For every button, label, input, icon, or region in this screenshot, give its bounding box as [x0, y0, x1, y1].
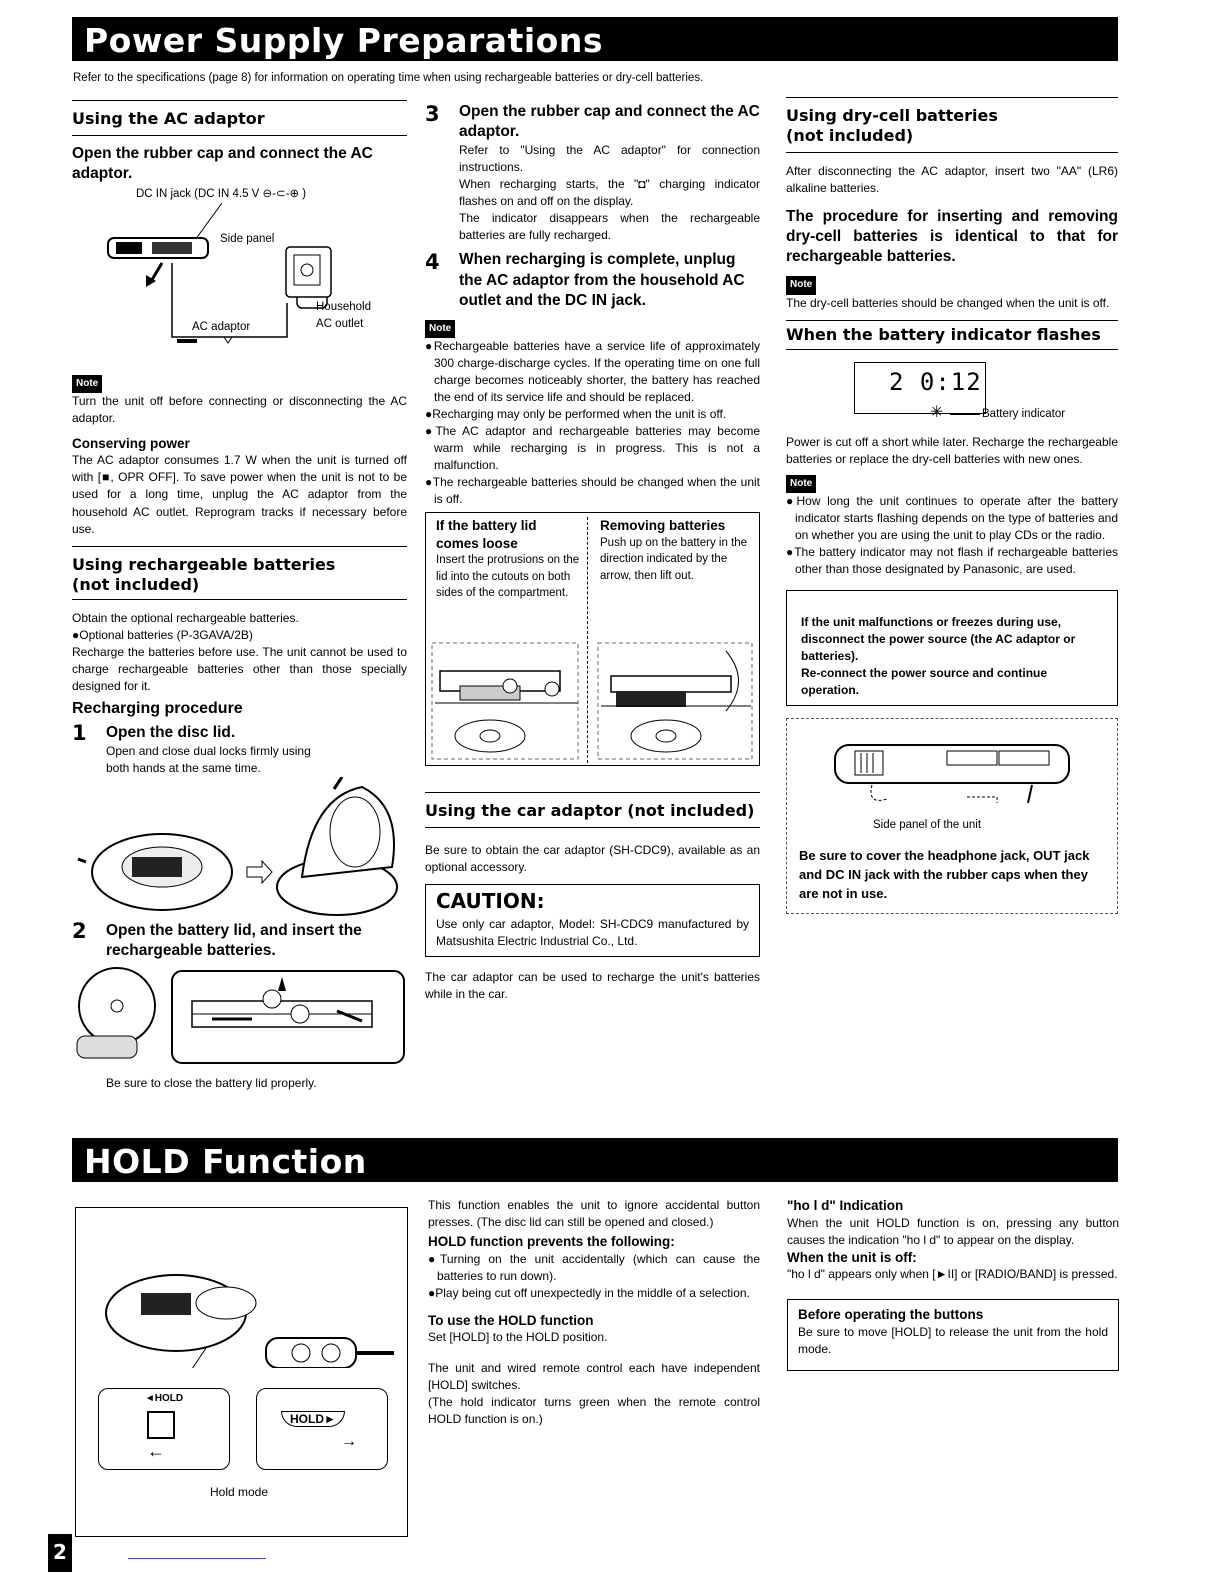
step1-title: Open the disc lid. [106, 723, 236, 741]
note-badge: Note [786, 276, 816, 294]
indicator-note: ●How long the unit continues to operate after the battery indicator starts flashing depends on the type of batteries and on whether you are using the unit to play CDs or the radio. [786, 493, 1118, 543]
page-number: 2 [53, 1540, 67, 1564]
jack-label-row [136, 186, 407, 202]
page-number-badge [48, 1534, 72, 1572]
malfunction-text: If the unit malfunctions or freezes during use, disconnect the power source (the AC adaptor or batteries). Re-connect the power source and continue operation. [801, 615, 1076, 698]
divider [786, 152, 1118, 153]
battery-indicator-heading: When the battery indicator flashes [786, 324, 1101, 344]
left-column [72, 100, 407, 1092]
intro-text: Refer to the specifications (page 8) for information on operating time when using rechargeable batteries or dry-cell batteries. [73, 72, 704, 84]
side-panel-label: Side panel [220, 232, 275, 245]
hold-off-heading: When the unit is off: [787, 1249, 917, 1265]
hold-switch-right [256, 1388, 388, 1470]
hold-off-text: "ho l d" appears only when [►II] or [RADIO/BAND] is pressed. [787, 1267, 1118, 1282]
hold-unit-illustration [96, 1238, 396, 1368]
step2-title: Open the battery lid, and insert the rechargeable batteries. [106, 921, 362, 959]
arrow-left-icon: ← [147, 1441, 165, 1461]
rechargeable-heading-2: (not included) [72, 574, 200, 594]
step3-text-3: The indicator disappears when the rechargeable batteries are fully recharged. [459, 211, 760, 243]
ac-adaptor-label: AC adaptor [192, 320, 251, 333]
polarity-symbol: ⊖-⊂-⊕ ) [262, 188, 307, 201]
hold-indication-text: When the unit HOLD function is on, pressing any button causes the indication "ho l d" to appear on the display. [787, 1215, 1119, 1247]
recharge-note: ●Recharging may only be performed when the unit is off. [425, 407, 727, 422]
dry-cell-heading-1: Using dry-cell batteries [786, 106, 998, 125]
divider [72, 546, 407, 547]
caution-title: CAUTION: [436, 889, 545, 914]
battery-tips-box [425, 512, 760, 766]
conserving-heading: Conserving power [72, 435, 190, 451]
hold-prevent-item: ●Play being cut off unexpectedly in the middle of a selection. [428, 1285, 750, 1300]
side-panel-caption: Side panel of the unit [873, 819, 982, 832]
side-panel-illustration [827, 735, 1077, 815]
hold-right-column [787, 1197, 1119, 1371]
rubber-cap-box [786, 718, 1118, 914]
hold-title-banner [72, 1138, 1118, 1182]
step4-title: When recharging is complete, unplug the AC adaptor from the household AC outlet and the DC IN jack. [459, 251, 745, 309]
dry-cell-procedure: The procedure for inserting and removing dry-cell batteries is identical to that for rechargeable batteries. [786, 208, 1118, 266]
note-badge: Note [72, 375, 102, 393]
lid-loose-illustration [430, 641, 580, 761]
hold-switch-icon [147, 1411, 175, 1439]
lid-loose-title: If the battery lid comes loose [436, 518, 537, 551]
ac-note-text: Turn the unit off before connecting or disconnecting the AC adaptor. [72, 393, 407, 425]
step-number: 2 [72, 918, 87, 943]
optional-batteries: ●Optional batteries (P-3GAVA/2B) [72, 627, 253, 642]
removing-illustration [596, 641, 754, 761]
procedure-heading: Recharging procedure [72, 699, 243, 717]
indicator-note: ●The battery indicator may not flash if rechargeable batteries other than those designated by Panasonic, are used. [786, 545, 1118, 577]
hold-prevent-item: ●Turning on the unit accidentally (which can cause the batteries to run down). [428, 1251, 760, 1283]
hold-right-label: HOLD► [281, 1411, 345, 1427]
conserving-text: The AC adaptor consumes 1.7 W when the unit is turned off with [■, OPR OFF]. To save power when the unit is not to be used for a long time, unplug the AC adaptor from the household AC outlet. Reprogram tracks if necessary before use. [72, 453, 407, 536]
removing-title: Removing batteries [600, 518, 726, 534]
recharge-text: Recharge the batteries before use. The unit cannot be used to charge rechargeable batteries other than those specially designed for it. [72, 644, 407, 693]
lid-loose-text: Insert the protrusions on the lid into the cutouts on both sides of the compartment. [436, 554, 580, 600]
rechargeable-heading-1: Using rechargeable batteries [72, 554, 336, 574]
hold-title: HOLD Function [84, 1142, 367, 1181]
close-lid-text: Be sure to close the battery lid properly. [106, 1076, 317, 1090]
household-label-2: AC outlet [316, 317, 364, 330]
disc-lid-illustration [72, 777, 407, 917]
step-number: 3 [425, 102, 440, 126]
obtain-text: Obtain the optional rechargeable batteries. [72, 610, 299, 625]
ac-adaptor-illustration [72, 203, 407, 368]
middle-column [425, 102, 760, 1003]
hold-left-label: ◄HOLD [144, 1393, 184, 1404]
divider [425, 792, 760, 793]
recharge-note: ●The AC adaptor and rechargeable batteries may become warm while recharging is in progress. This is not a malfunction. [425, 424, 760, 473]
ac-adaptor-heading: Using the AC adaptor [72, 109, 265, 128]
battery-blink-icon: ✳ [930, 403, 944, 421]
car-adaptor-heading: Using the car adaptor (not included) [425, 801, 755, 821]
note-badge: Note [425, 320, 455, 338]
caution-box [425, 884, 760, 956]
ac-adaptor-drawing [72, 203, 407, 368]
divider [786, 320, 1118, 321]
battery-indicator-label: Battery indicator [982, 407, 1066, 420]
step3-title: Open the rubber cap and connect the AC adaptor. [459, 103, 760, 141]
divider [72, 135, 407, 136]
rubber-cap-text: Be sure to cover the headphone jack, OUT jack and DC IN jack with the rubber caps when they are not in use. [799, 848, 1090, 901]
jack-label: DC IN jack (DC IN 4.5 V [136, 188, 260, 201]
footer-line [128, 1558, 266, 1559]
car-recharge-text: The car adaptor can be used to recharge the unit's batteries while in the car. [425, 969, 760, 1001]
right-column [786, 97, 1118, 914]
ac-adaptor-instruction: Open the rubber cap and connect the AC adaptor. [72, 145, 373, 183]
before-operating-box [787, 1299, 1119, 1371]
hold-remote-text-2: (The hold indicator turns green when the remote control HOLD function is on.) [428, 1395, 760, 1427]
lcd-display [854, 362, 986, 414]
recharge-note: ●The rechargeable batteries should be changed when the unit is off. [425, 475, 760, 507]
before-operating-heading: Before operating the buttons [798, 1307, 984, 1323]
note-badge: Note [786, 475, 816, 493]
divider [425, 827, 760, 828]
step1-text: Open and close dual locks firmly using both hands at the same time. [106, 743, 311, 775]
battery-indicator-text: Power is cut off a short while later. Recharge the rechargeable batteries or replace the dry-cell batteries with new ones. [786, 434, 1118, 466]
divider [72, 100, 407, 101]
hold-use-text: Set [HOLD] to the HOLD position. [428, 1330, 608, 1345]
dry-cell-heading-2: (not included) [786, 126, 914, 145]
divider [786, 97, 1118, 98]
step-number: 1 [72, 720, 87, 745]
caution-text: Use only car adaptor, Model: SH-CDC9 manufactured by Matsushita Electric Industrial Co., Ltd. [436, 916, 749, 948]
step-number: 4 [425, 250, 440, 275]
step3-text-1: Refer to "Using the AC adaptor" for connection instructions. [459, 143, 760, 175]
hold-use-heading: To use the HOLD function [428, 1312, 594, 1328]
lcd-value: 2 0:12 [889, 367, 982, 396]
hold-prevents-heading: HOLD function prevents the following: [428, 1234, 675, 1250]
arrow-right-icon: → [341, 1433, 357, 1450]
hold-intro: This function enables the unit to ignore accidental button presses. (The disc lid can still be opened and closed.) [428, 1198, 760, 1230]
hold-switch-left [98, 1388, 230, 1470]
removing-text: Push up on the battery in the direction indicated by the arrow, then lift out. [600, 536, 748, 582]
step3-text-2: When recharging starts, the "◘" charging indicator flashes on and off on the display. [459, 177, 760, 209]
section-title-banner [72, 17, 1118, 61]
hold-middle-column [428, 1197, 760, 1428]
dry-cell-note: The dry-cell batteries should be changed when the unit is off. [786, 295, 1110, 310]
malfunction-box [786, 590, 1118, 706]
household-label-1: Household [316, 300, 371, 313]
hold-indication-heading: "ho l d" Indication [787, 1198, 904, 1213]
section-title: Power Supply Preparations [84, 21, 603, 60]
hold-illustration-box [75, 1207, 408, 1537]
car-adaptor-text: Be sure to obtain the car adaptor (SH-CDC9), available as an optional accessory. [425, 843, 760, 875]
battery-lid-illustration [72, 961, 407, 1071]
divider [72, 599, 407, 600]
before-operating-text: Be sure to move [HOLD] to release the unit from the hold mode. [798, 1324, 1108, 1356]
recharge-note: ●Rechargeable batteries have a service life of approximately 300 charge-discharge cycles. If the operating time on one full charge becomes noticeably shorter, the battery has reached the end of its service life and should be replaced. [425, 339, 760, 405]
hold-mode-caption: Hold mode [210, 1485, 269, 1499]
dry-cell-text: After disconnecting the AC adaptor, insert two "AA" (LR6) alkaline batteries. [786, 164, 1118, 196]
hold-remote-text-1: The unit and wired remote control each have independent [HOLD] switches. [428, 1361, 760, 1393]
